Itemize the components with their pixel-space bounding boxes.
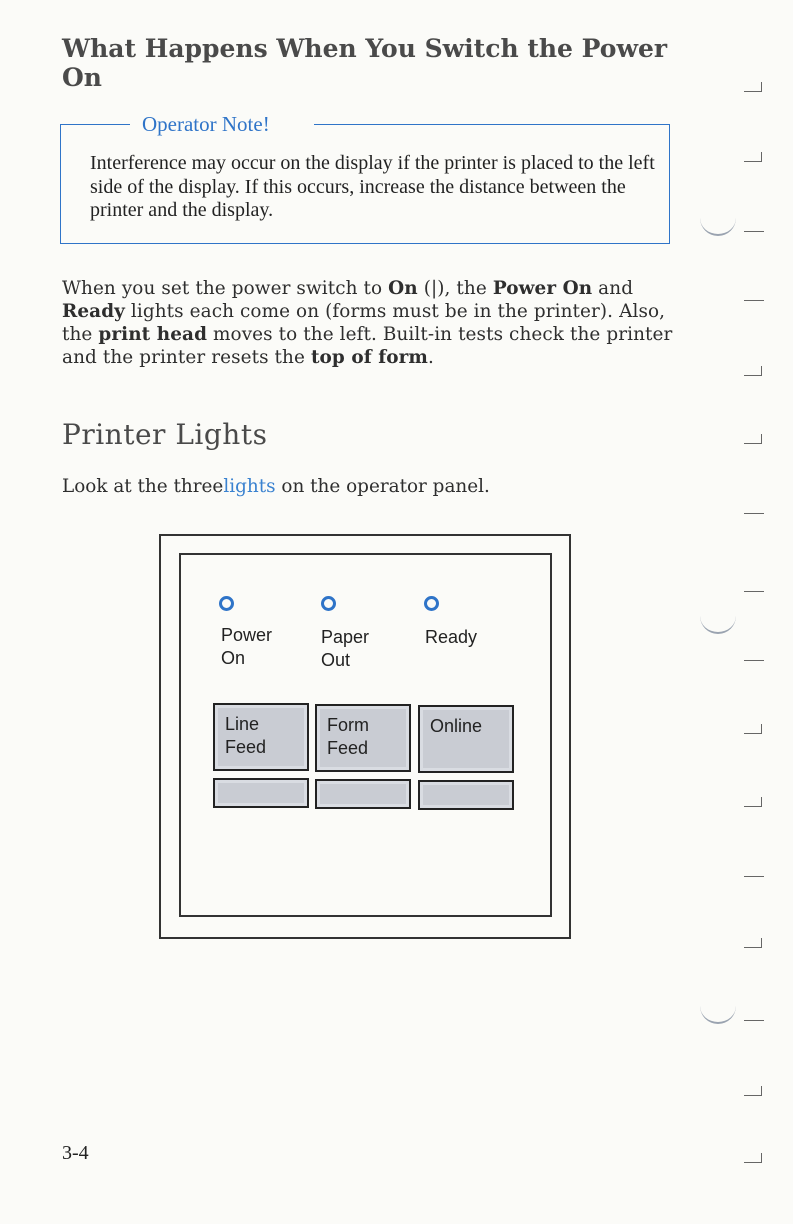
- index-tab-mark: [744, 1020, 764, 1021]
- ready-light-label: Ready: [425, 627, 478, 647]
- operator-note-text: Interference may occur on the display if the printer is placed to the left side of the display. If this occurs, increase the distance between the printer and the display.: [90, 152, 655, 221]
- online-label: Online: [430, 716, 483, 736]
- power-on-light-label: Power On: [221, 625, 273, 668]
- index-tab-mark: [744, 797, 762, 807]
- line-feed-button-base: [213, 778, 309, 808]
- line-feed-button[interactable]: [213, 703, 309, 771]
- look-at-lights-text: [62, 476, 490, 497]
- para-text: .: [427, 347, 434, 368]
- line-feed-label: Line Feed: [225, 714, 267, 757]
- online-button[interactable]: [418, 705, 514, 773]
- index-tab-mark: [744, 300, 764, 301]
- index-tab-mark: [744, 1153, 762, 1163]
- form-feed-button[interactable]: [315, 704, 411, 772]
- index-tab-mark: [744, 724, 762, 734]
- page-title: What Happens When You Switch the Power On: [62, 34, 668, 92]
- power-on-paragraph: [62, 277, 687, 369]
- paper-out-light-icon: [321, 596, 336, 611]
- index-tab-mark: [744, 82, 762, 92]
- para-bold-print-head: print head: [98, 324, 208, 345]
- section-heading: Printer Lights: [62, 418, 268, 451]
- para-bold-on: On: [388, 278, 418, 299]
- index-tab-mark: [744, 660, 764, 661]
- look-text-before: Look at the three: [62, 476, 224, 497]
- index-tab-mark: [744, 152, 762, 162]
- para-text: moves to the left. Built-in tests check the printer and the printer resets the: [62, 324, 673, 368]
- para-bold-ready: Ready: [62, 301, 125, 322]
- para-text: When you set the power switch to: [62, 278, 389, 299]
- form-feed-button-base: [315, 779, 411, 809]
- online-button-base: [418, 780, 514, 810]
- binder-hole-mark: [700, 1002, 736, 1024]
- para-bold-power-on: Power On: [492, 278, 593, 299]
- power-on-light-icon: [219, 596, 234, 611]
- ready-light-icon: [424, 596, 439, 611]
- index-tab-mark: [744, 876, 764, 877]
- index-tab-mark: [744, 938, 762, 948]
- look-text-after: on the operator panel.: [275, 476, 490, 497]
- page-number: 3-4: [62, 1142, 89, 1164]
- index-tab-mark: [744, 231, 764, 232]
- index-tab-mark: [744, 1086, 762, 1096]
- para-bold-top-of-form: top of form: [310, 347, 428, 368]
- para-text: and: [592, 278, 634, 299]
- index-tab-mark: [744, 434, 762, 444]
- form-feed-label: Form Feed: [327, 715, 369, 758]
- index-tab-mark: [744, 366, 762, 376]
- para-text: lights each come on (forms must be in the printer). Also, the: [62, 301, 666, 345]
- para-text: (|), the: [417, 278, 493, 299]
- binder-hole-mark: [700, 612, 736, 634]
- index-tab-mark: [744, 513, 764, 514]
- binder-hole-mark: [700, 214, 736, 236]
- lights-link[interactable]: lights: [223, 476, 276, 497]
- index-tab-mark: [744, 591, 764, 592]
- paper-out-light-label: Paper Out: [321, 627, 370, 670]
- operator-note-heading: Operator Note!: [142, 112, 270, 136]
